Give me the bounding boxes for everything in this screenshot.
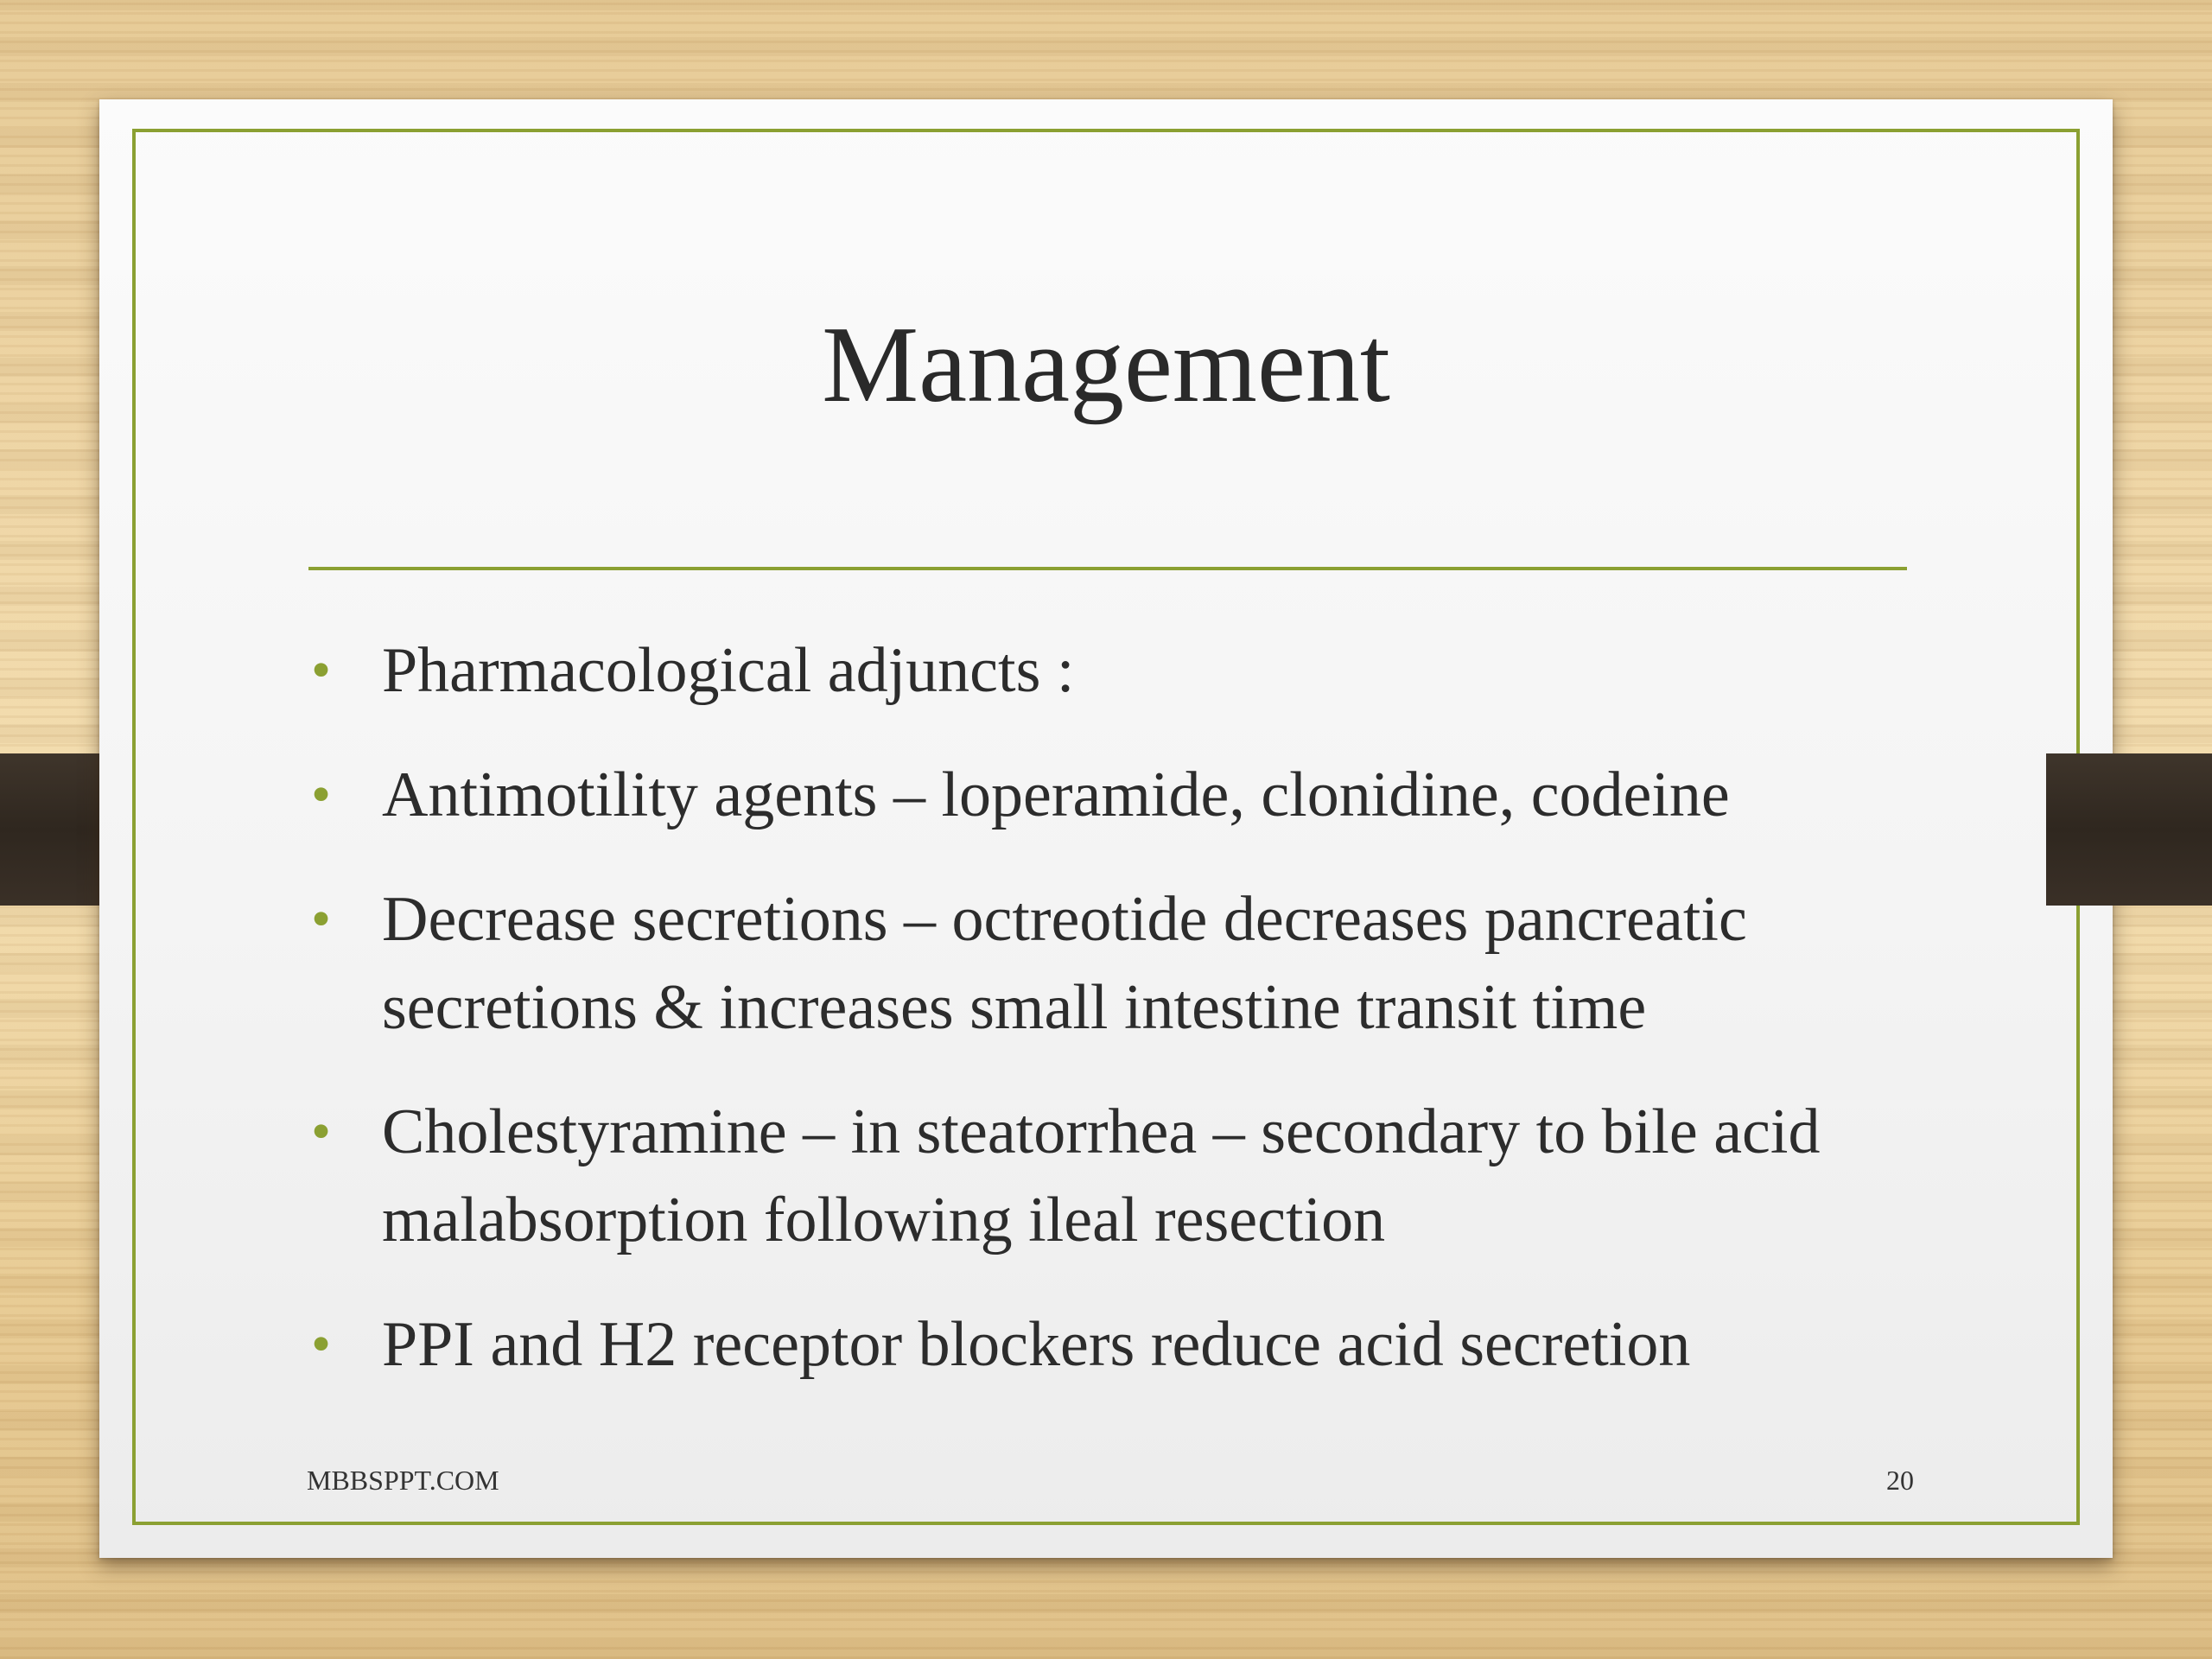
bullet-text: PPI and H2 receptor blockers reduce acid secretion [382,1309,1691,1380]
bullet-item [311,1300,1936,1389]
bullet-dot-icon: • [311,763,332,826]
bullet-dot-icon: • [311,1100,332,1163]
bullet-item [311,751,1936,839]
slide [99,99,2113,1558]
bullet-item [311,1088,1936,1264]
bullet-text: Antimotility agents – loperamide, clonidine, codeine [382,760,1730,830]
page-number: 20 [1886,1465,1914,1496]
bullet-text: Pharmacological adjuncts : [382,635,1075,706]
bullet-text: Cholestyramine – in steatorrhea – secondary to bile acid malabsorption following ileal resection [382,1096,1821,1255]
footer-source: MBBSPPT.COM [307,1465,499,1496]
bullet-text: Decrease secretions – octreotide decreases pancreatic secretions & increases small intestine transit time [382,884,1747,1043]
slide-title: Management [822,305,1390,425]
title-divider [308,567,1907,570]
bullet-dot-icon: • [311,887,332,950]
bullet-dot-icon: • [311,639,332,702]
bullet-list [311,626,1936,1425]
bullet-item [311,626,1936,715]
bullet-dot-icon: • [311,1313,332,1376]
bullet-item [311,875,1936,1052]
binder-clip-right [2046,753,2212,906]
